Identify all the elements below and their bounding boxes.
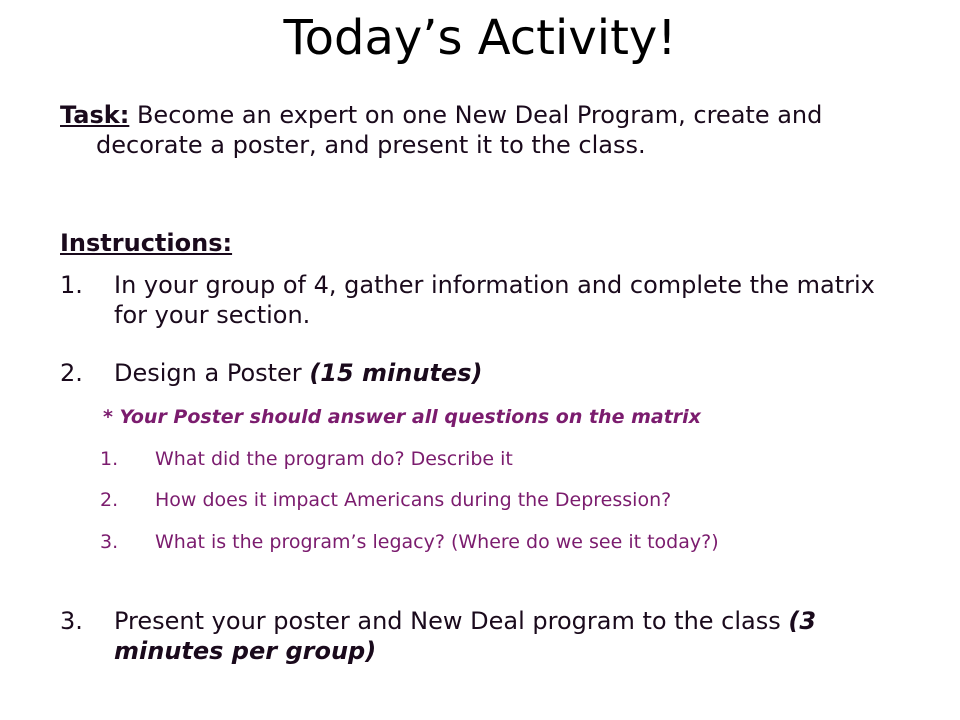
instruction-step-1 — [60, 270, 880, 330]
slide-title: Today’s Activity! — [283, 10, 677, 66]
step-text-body: In your group of 4, gather information and complete the matrix for your section. — [114, 271, 875, 329]
task-text: Become an expert on one New Deal Program, create and decorate a poster, and present it to the class. — [96, 101, 823, 159]
question-item-1 — [100, 446, 880, 472]
step-number: 1. — [60, 271, 83, 299]
question-item-2 — [100, 487, 880, 513]
question-item-3 — [100, 529, 880, 555]
instructions-label: Instructions: — [60, 229, 233, 257]
step-number: 3. — [60, 607, 83, 635]
instruction-step-3 — [60, 606, 880, 666]
step-text — [114, 606, 880, 666]
question-text: How does it impact Americans during the Depression? — [155, 489, 672, 511]
step-text — [114, 270, 880, 330]
step-text-body: Design a Poster — [114, 359, 310, 387]
poster-note: * Your Poster should answer all questions on the matrix — [103, 406, 701, 428]
question-text: What did the program do? Describe it — [155, 448, 513, 470]
task-label: Task: — [60, 101, 130, 129]
question-text: What is the program’s legacy? (Where do we see it today?) — [155, 531, 719, 553]
instructions-heading — [60, 228, 880, 258]
instruction-step-2 — [60, 358, 880, 388]
question-number: 3. — [100, 531, 119, 553]
step-emphasis: (15 minutes) — [309, 359, 483, 387]
step-emphasis: (3 minutes per group) — [114, 607, 817, 665]
question-number: 1. — [100, 448, 119, 470]
task-paragraph — [60, 100, 916, 160]
question-number: 2. — [100, 489, 119, 511]
step-text — [114, 358, 880, 388]
step-text-body: Present your poster and New Deal program to the class — [114, 607, 789, 635]
step-number: 2. — [60, 359, 83, 387]
